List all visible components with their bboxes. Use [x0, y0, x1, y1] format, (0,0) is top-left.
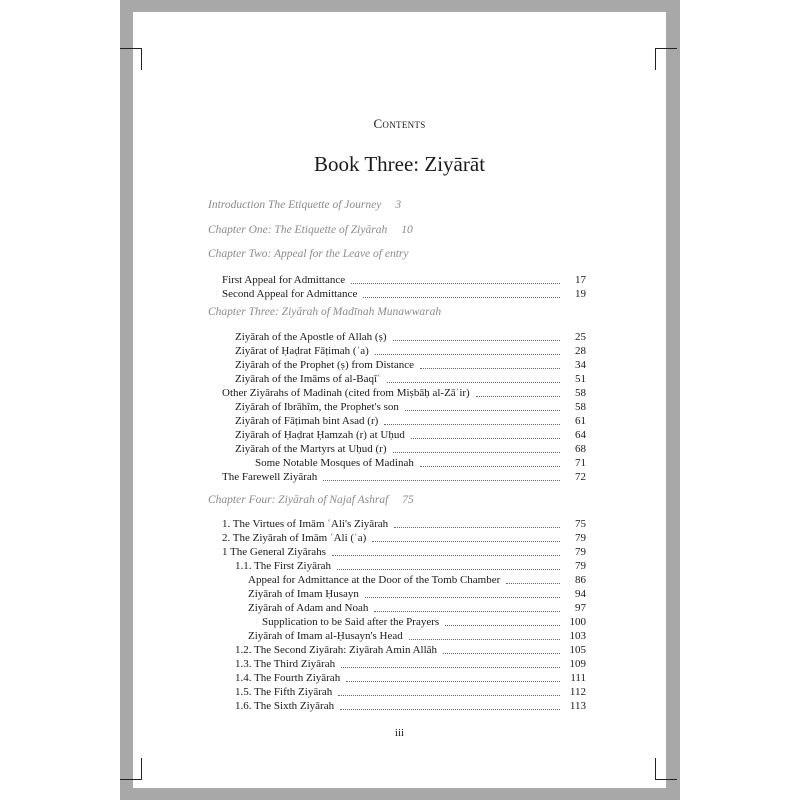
entry-page: 94: [575, 588, 586, 600]
entry-page: 103: [569, 630, 586, 642]
dot-leader: [372, 541, 560, 542]
entry-title: 1.4. The Fourth Ziyārah: [235, 672, 341, 684]
entry-title: 1.1. The First Ziyārah: [235, 560, 332, 572]
entry-title: Appeal for Admittance at the Door of the Tomb Chamber: [248, 574, 501, 586]
entry-page: 25: [575, 331, 586, 343]
entry-title: Ziyārah of the Prophet (ṣ) from Distance: [235, 359, 414, 371]
dot-leader: [375, 354, 560, 355]
toc-entry[interactable]: [248, 602, 586, 615]
toc-entry[interactable]: [235, 443, 586, 456]
chapter-title: Chapter One: The Etiquette of Ziyārah: [208, 224, 388, 236]
entry-page: 51: [575, 373, 586, 385]
entry-page: 58: [575, 387, 586, 399]
contents-heading: Contents: [373, 116, 426, 131]
crop-mark-top-right: [655, 48, 656, 70]
chapter-heading[interactable]: [208, 248, 408, 260]
book-title: Book Three: Ziyārāt: [313, 152, 486, 176]
entry-title: Ziyārah of the Martyrs at Uḥud (r): [235, 443, 387, 455]
entry-page: 105: [569, 644, 586, 656]
document-page: [133, 12, 666, 788]
dot-leader: [387, 382, 560, 383]
entry-title: 1 The General Ziyārahs: [222, 546, 326, 558]
toc-entry[interactable]: [222, 387, 586, 400]
dot-leader: [476, 396, 560, 397]
toc-entry[interactable]: [235, 644, 586, 657]
toc-entry[interactable]: [248, 574, 586, 587]
entry-title: Ziyārah of Adam and Noah: [248, 602, 369, 614]
chapter-heading[interactable]: [208, 494, 414, 506]
dot-leader: [394, 527, 560, 528]
toc-entry[interactable]: [235, 345, 586, 358]
dot-leader: [374, 611, 560, 612]
entry-page: 72: [575, 471, 586, 483]
entry-title: 1. The Virtues of Imām ʿAli's Ziyārah: [222, 518, 389, 530]
toc-entry[interactable]: [222, 518, 586, 531]
entry-page: 61: [575, 415, 586, 427]
entry-title: Other Ziyārahs of Madinah (cited from Miṣbāḥ al-Zāʾir): [222, 387, 470, 399]
toc-entry[interactable]: [235, 429, 586, 442]
entry-title: Supplication to be Said after the Prayers: [262, 616, 440, 628]
entry-page: 17: [575, 274, 586, 286]
entry-title: First Appeal for Admittance: [222, 274, 346, 286]
entry-page: 112: [569, 686, 586, 698]
chapter-title: Chapter Two: Appeal for the Leave of entry: [208, 248, 409, 260]
entry-title: Ziyārah of Imam Ḥusayn: [248, 588, 359, 600]
dot-leader: [341, 667, 560, 668]
toc-entry[interactable]: [235, 672, 586, 685]
dot-leader: [443, 653, 560, 654]
entry-title: Ziyārah of Imam al-Ḥusayn's Head: [248, 630, 403, 642]
dot-leader: [337, 569, 560, 570]
entry-title: Ziyārah of the Apostle of Allah (ṣ): [235, 331, 387, 343]
chapter-title: Chapter Four: Ziyārah of Najaf Ashraf: [208, 494, 389, 506]
crop-mark-bottom-right-h: [655, 779, 677, 780]
dot-leader: [393, 452, 560, 453]
entry-title: Second Appeal for Admittance: [222, 288, 358, 300]
entry-title: 2. The Ziyārah of Imām ʿAli (ʿa): [222, 532, 367, 544]
entry-page: 109: [569, 658, 586, 670]
toc-entry[interactable]: [235, 359, 586, 372]
toc-entry[interactable]: [235, 373, 586, 386]
entry-page: 68: [575, 443, 586, 455]
crop-mark-bottom-right: [655, 758, 656, 780]
entry-page: 113: [569, 700, 586, 712]
toc-entry[interactable]: [235, 686, 586, 699]
dot-leader: [411, 438, 560, 439]
entry-title: Ziyārah of Ḥaḍrat Ḥamzah (r) at Uḥud: [235, 429, 405, 441]
entry-title: Ziyārah of Fāṭimah bint Asad (r): [235, 415, 379, 427]
entry-page: 71: [575, 457, 586, 469]
entry-page: 111: [570, 672, 586, 684]
toc-entry[interactable]: [255, 457, 586, 470]
entry-page: 34: [575, 359, 586, 371]
entry-title: 1.3. The Third Ziyārah: [235, 658, 336, 670]
chapter-page: 75: [402, 494, 414, 506]
entry-title: The Farewell Ziyārah: [222, 471, 318, 483]
dot-leader: [420, 466, 560, 467]
chapter-page: 3: [395, 199, 402, 211]
crop-mark-top-left-h: [120, 48, 142, 49]
dot-leader: [332, 555, 560, 556]
entry-page: 75: [575, 518, 586, 530]
entry-page: 58: [575, 401, 586, 413]
entry-page: 79: [575, 532, 586, 544]
entry-page: 28: [575, 345, 586, 357]
dot-leader: [351, 283, 560, 284]
toc-entry[interactable]: [235, 401, 586, 414]
crop-mark-bottom-left-h: [120, 779, 142, 780]
entry-page: 19: [575, 288, 586, 300]
toc-entry[interactable]: [235, 700, 586, 713]
toc-entry[interactable]: [235, 415, 586, 428]
dot-leader: [365, 597, 560, 598]
entry-page: 100: [569, 616, 586, 628]
dot-leader: [384, 424, 560, 425]
entry-page: 64: [575, 429, 586, 441]
toc-entry[interactable]: [235, 560, 586, 573]
entry-title: Ziyārat of Ḥaḍrat Fāṭimah (ʿa): [235, 345, 369, 357]
entry-page: 79: [575, 546, 586, 558]
toc-entry[interactable]: [222, 546, 586, 559]
chapter-title: Introduction The Etiquette of Journey: [208, 199, 382, 211]
dot-leader: [363, 297, 560, 298]
toc-entry[interactable]: [262, 616, 586, 629]
toc-entry[interactable]: [222, 274, 586, 287]
chapter-title: Chapter Three: Ziyārah of Madīnah Munawwarah: [208, 306, 442, 318]
dot-leader: [323, 480, 560, 481]
toc-entry[interactable]: [222, 288, 586, 301]
dot-leader: [340, 709, 560, 710]
entry-title: 1.2. The Second Ziyārah: Ziyārah Amin Allāh: [235, 644, 438, 656]
entry-title: Some Notable Mosques of Madinah: [255, 457, 414, 469]
chapter-heading[interactable]: [208, 199, 401, 211]
entry-title: Ziyārah of Ibrāhīm, the Prophet's son: [235, 401, 399, 413]
entry-title: 1.6. The Sixth Ziyārah: [235, 700, 335, 712]
toc-entry[interactable]: [248, 588, 586, 601]
entry-title: 1.5. The Fifth Ziyārah: [235, 686, 333, 698]
entry-title: Ziyārah of the Imāms of al-Baqīʿ: [235, 373, 381, 385]
dot-leader: [338, 695, 560, 696]
crop-mark-top-right-h: [655, 48, 677, 49]
toc-entry[interactable]: [222, 532, 586, 545]
dot-leader: [409, 639, 560, 640]
page-number: iii: [394, 727, 405, 739]
entry-page: 79: [575, 560, 586, 572]
dot-leader: [445, 625, 560, 626]
chapter-heading[interactable]: [208, 306, 441, 318]
dot-leader: [405, 410, 560, 411]
toc-entry[interactable]: [235, 658, 586, 671]
crop-mark-top-left: [141, 48, 142, 70]
entry-page: 97: [575, 602, 586, 614]
entry-page: 86: [575, 574, 586, 586]
toc-entry[interactable]: [235, 331, 586, 344]
chapter-page: 10: [401, 224, 413, 236]
toc-entry[interactable]: [248, 630, 586, 643]
dot-leader: [393, 340, 560, 341]
crop-mark-bottom-left: [141, 758, 142, 780]
chapter-heading[interactable]: [208, 224, 413, 236]
dot-leader: [506, 583, 560, 584]
toc-entry[interactable]: [222, 471, 586, 484]
dot-leader: [346, 681, 560, 682]
dot-leader: [420, 368, 560, 369]
